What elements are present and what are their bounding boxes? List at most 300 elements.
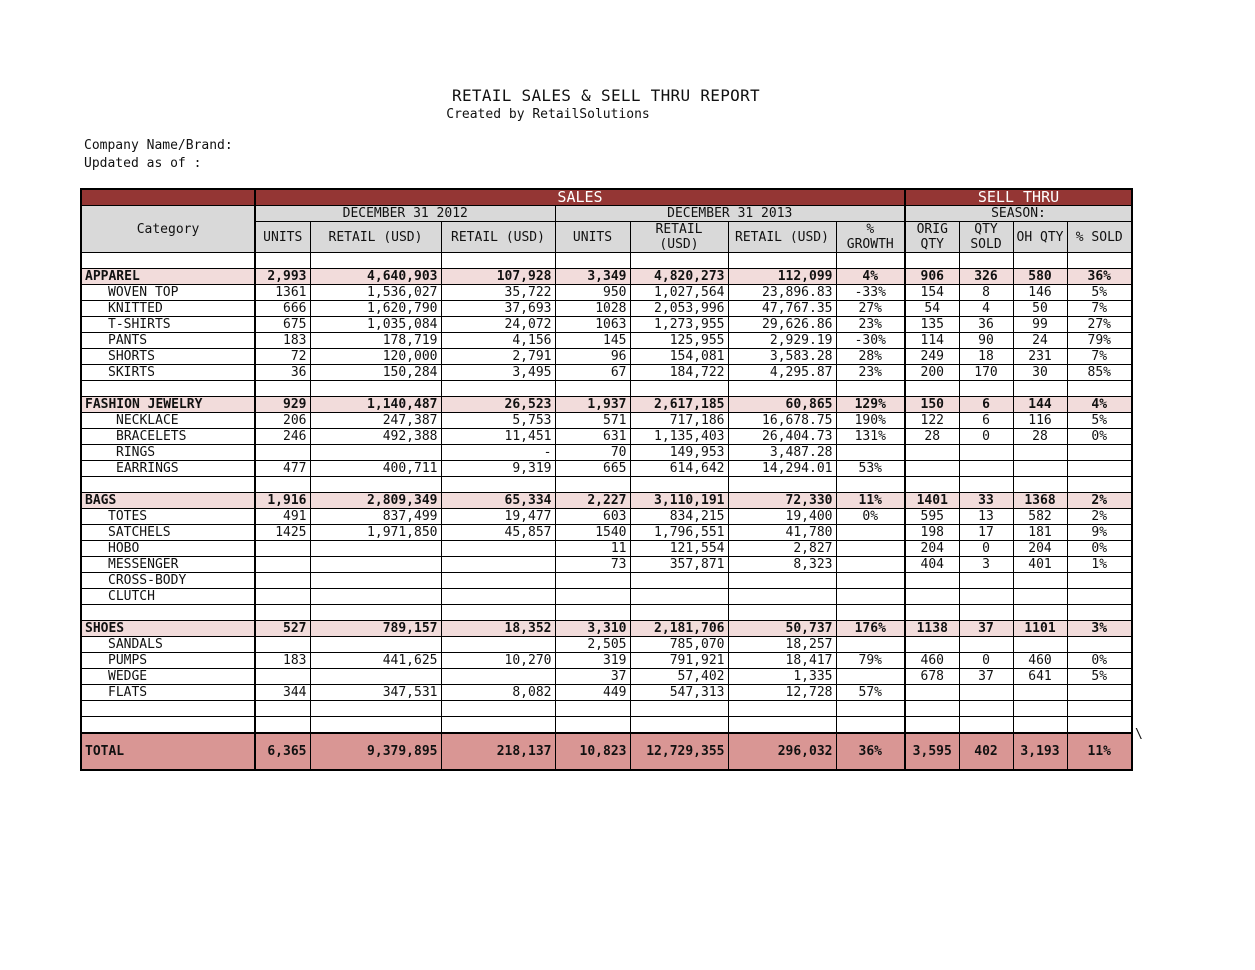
cell-units-2012 <box>255 477 310 493</box>
cell-orig-qty <box>905 445 959 461</box>
cell-growth <box>836 717 905 734</box>
cell-orig-qty: 122 <box>905 413 959 429</box>
cell-orig-qty: 28 <box>905 429 959 445</box>
cell-units-2012: 344 <box>255 685 310 701</box>
cell-retail-usd-2013: 72,330 <box>728 493 836 509</box>
table-row <box>81 445 1132 461</box>
cell-retail-2013: 834,215 <box>630 509 728 525</box>
cell-oh-qty: 24 <box>1013 333 1067 349</box>
cell-retail-usd-2012: 26,523 <box>441 397 555 413</box>
cell-orig-qty: 3,595 <box>905 733 959 770</box>
table-row <box>81 669 1132 685</box>
cell-pct-sold <box>1067 605 1132 621</box>
cell-orig-qty <box>905 381 959 397</box>
cell-retail-2013: 4,820,273 <box>630 269 728 285</box>
cell-oh-qty <box>1013 573 1067 589</box>
cell-units-2013 <box>555 701 630 717</box>
cell-retail-usd-2012 <box>441 381 555 397</box>
cell-oh-qty: 3,193 <box>1013 733 1067 770</box>
cell-retail-usd-2012 <box>441 477 555 493</box>
cell-units-2012: 206 <box>255 413 310 429</box>
cell-retail-usd-2013: 47,767.35 <box>728 301 836 317</box>
period-2012-header: DECEMBER 31 2012 <box>255 206 555 222</box>
cell-orig-qty: 54 <box>905 301 959 317</box>
cell-units-2012 <box>255 381 310 397</box>
cell-growth <box>836 701 905 717</box>
cell-orig-qty: 595 <box>905 509 959 525</box>
cell-orig-qty <box>905 573 959 589</box>
cell-units-2012: 2,993 <box>255 269 310 285</box>
cell-pct-sold: 27% <box>1067 317 1132 333</box>
cell-retail-2013 <box>630 573 728 589</box>
table-row <box>81 333 1132 349</box>
spacer-row <box>81 605 1132 621</box>
cell-retail-2013 <box>630 701 728 717</box>
cell-retail-2012: 1,035,084 <box>310 317 441 333</box>
cell-retail-usd-2012 <box>441 253 555 269</box>
cell-units-2012: 1425 <box>255 525 310 541</box>
cell-retail-usd-2012: - <box>441 445 555 461</box>
cell-orig-qty <box>905 253 959 269</box>
cell-retail-usd-2013 <box>728 573 836 589</box>
cell-retail-usd-2013: 41,780 <box>728 525 836 541</box>
cell-oh-qty: 146 <box>1013 285 1067 301</box>
cell-pct-sold: 79% <box>1067 333 1132 349</box>
cell-units-2013: 1540 <box>555 525 630 541</box>
row-label: FASHION JEWELRY <box>81 397 255 413</box>
cell-retail-2013: 547,313 <box>630 685 728 701</box>
cell-growth <box>836 637 905 653</box>
category-header: Category <box>81 206 255 253</box>
cell-retail-2013: 2,053,996 <box>630 301 728 317</box>
row-label: MESSENGER <box>81 557 255 573</box>
cell-retail-usd-2012: 37,693 <box>441 301 555 317</box>
cell-orig-qty <box>905 589 959 605</box>
cell-units-2012: 246 <box>255 429 310 445</box>
cell-units-2012 <box>255 445 310 461</box>
cell-retail-2012: 247,387 <box>310 413 441 429</box>
cell-retail-2013: 149,953 <box>630 445 728 461</box>
cell-growth: 11% <box>836 493 905 509</box>
row-label <box>81 253 255 269</box>
table-row <box>81 429 1132 445</box>
cell-orig-qty: 249 <box>905 349 959 365</box>
cell-growth <box>836 525 905 541</box>
cell-qty-sold: 170 <box>959 365 1013 381</box>
cell-retail-usd-2013: 19,400 <box>728 509 836 525</box>
cell-orig-qty: 678 <box>905 669 959 685</box>
cell-oh-qty: 1101 <box>1013 621 1067 637</box>
cell-retail-2012: 178,719 <box>310 333 441 349</box>
cell-oh-qty <box>1013 685 1067 701</box>
cell-orig-qty: 114 <box>905 333 959 349</box>
cell-qty-sold: 8 <box>959 285 1013 301</box>
cell-units-2013: 10,823 <box>555 733 630 770</box>
cell-orig-qty: 150 <box>905 397 959 413</box>
cell-retail-usd-2012 <box>441 573 555 589</box>
column-header-growth: % GROWTH <box>836 222 905 253</box>
cell-orig-qty <box>905 685 959 701</box>
cell-oh-qty <box>1013 253 1067 269</box>
cell-growth: 23% <box>836 317 905 333</box>
cell-pct-sold: 2% <box>1067 509 1132 525</box>
cell-units-2013 <box>555 477 630 493</box>
row-label: APPAREL <box>81 269 255 285</box>
cell-oh-qty: 181 <box>1013 525 1067 541</box>
sell-thru-band-header: SELL THRU <box>905 189 1132 206</box>
cell-orig-qty: 198 <box>905 525 959 541</box>
cell-orig-qty: 404 <box>905 557 959 573</box>
cell-qty-sold: 6 <box>959 413 1013 429</box>
sales-band-header: SALES <box>255 189 905 206</box>
cell-retail-2013 <box>630 477 728 493</box>
cell-pct-sold: 36% <box>1067 269 1132 285</box>
cell-retail-usd-2013: 50,737 <box>728 621 836 637</box>
cell-retail-2012: 1,140,487 <box>310 397 441 413</box>
season-header: SEASON: <box>905 206 1132 222</box>
cell-growth <box>836 605 905 621</box>
cell-retail-2012: 1,536,027 <box>310 285 441 301</box>
cell-pct-sold: 4% <box>1067 397 1132 413</box>
cell-retail-2013: 184,722 <box>630 365 728 381</box>
cell-oh-qty: 99 <box>1013 317 1067 333</box>
cell-retail-2012: 789,157 <box>310 621 441 637</box>
column-header-retail-usd-2012: RETAIL (USD) <box>441 222 555 253</box>
cell-units-2013: 145 <box>555 333 630 349</box>
updated-as-of-label: Updated as of : <box>84 156 202 171</box>
cell-oh-qty <box>1013 717 1067 734</box>
cell-units-2013: 2,505 <box>555 637 630 653</box>
cell-units-2013: 1063 <box>555 317 630 333</box>
cell-retail-2012: 9,379,895 <box>310 733 441 770</box>
cell-units-2012 <box>255 605 310 621</box>
cell-retail-2012: 837,499 <box>310 509 441 525</box>
spacer-row <box>81 253 1132 269</box>
cell-pct-sold <box>1067 381 1132 397</box>
table-row <box>81 509 1132 525</box>
table-row <box>81 541 1132 557</box>
table-row <box>81 653 1132 669</box>
cell-orig-qty <box>905 461 959 477</box>
row-label: SKIRTS <box>81 365 255 381</box>
cell-units-2012: 72 <box>255 349 310 365</box>
cell-pct-sold: 7% <box>1067 349 1132 365</box>
cell-oh-qty: 204 <box>1013 541 1067 557</box>
column-header-retail-2012: RETAIL (USD) <box>310 222 441 253</box>
cell-growth: 28% <box>836 349 905 365</box>
cell-retail-2012 <box>310 477 441 493</box>
cell-units-2012 <box>255 557 310 573</box>
cell-oh-qty: 50 <box>1013 301 1067 317</box>
cell-retail-2012 <box>310 589 441 605</box>
cell-pct-sold: 0% <box>1067 541 1132 557</box>
cell-retail-usd-2013: 2,827 <box>728 541 836 557</box>
cell-oh-qty <box>1013 637 1067 653</box>
cell-growth: 176% <box>836 621 905 637</box>
cell-qty-sold: 0 <box>959 541 1013 557</box>
cell-retail-usd-2013: 1,335 <box>728 669 836 685</box>
cell-units-2013: 319 <box>555 653 630 669</box>
cell-qty-sold: 6 <box>959 397 1013 413</box>
row-label: HOBO <box>81 541 255 557</box>
cell-retail-2012: 400,711 <box>310 461 441 477</box>
cell-units-2012 <box>255 573 310 589</box>
cell-oh-qty: 116 <box>1013 413 1067 429</box>
cell-retail-usd-2013: 2,929.19 <box>728 333 836 349</box>
cell-retail-usd-2012: 3,495 <box>441 365 555 381</box>
cell-retail-usd-2013: 18,257 <box>728 637 836 653</box>
cell-retail-usd-2012 <box>441 557 555 573</box>
cell-retail-2013: 57,402 <box>630 669 728 685</box>
row-label: TOTES <box>81 509 255 525</box>
cell-retail-usd-2012: 2,791 <box>441 349 555 365</box>
cell-qty-sold <box>959 477 1013 493</box>
cell-growth <box>836 477 905 493</box>
cell-orig-qty: 906 <box>905 269 959 285</box>
cell-retail-2012 <box>310 381 441 397</box>
cell-units-2012 <box>255 701 310 717</box>
cell-growth <box>836 589 905 605</box>
row-label: PANTS <box>81 333 255 349</box>
cell-oh-qty: 582 <box>1013 509 1067 525</box>
cell-retail-2013 <box>630 253 728 269</box>
cell-pct-sold: 5% <box>1067 285 1132 301</box>
cell-units-2013: 37 <box>555 669 630 685</box>
cell-units-2013: 3,349 <box>555 269 630 285</box>
row-label: FLATS <box>81 685 255 701</box>
cell-retail-2012: 120,000 <box>310 349 441 365</box>
cell-pct-sold: 0% <box>1067 429 1132 445</box>
cell-pct-sold: 9% <box>1067 525 1132 541</box>
cell-units-2012: 477 <box>255 461 310 477</box>
band-blank <box>81 189 255 206</box>
cell-retail-2013 <box>630 605 728 621</box>
cell-retail-2013: 791,921 <box>630 653 728 669</box>
cell-retail-2013: 2,181,706 <box>630 621 728 637</box>
column-header-units-2013: UNITS <box>555 222 630 253</box>
cell-qty-sold <box>959 461 1013 477</box>
cell-qty-sold: 33 <box>959 493 1013 509</box>
table-row <box>81 413 1132 429</box>
cell-retail-usd-2012: 218,137 <box>441 733 555 770</box>
total-row <box>81 733 1132 770</box>
cell-growth <box>836 557 905 573</box>
column-header-retail-2013: RETAIL (USD) <box>630 222 728 253</box>
row-label <box>81 477 255 493</box>
cell-units-2013 <box>555 381 630 397</box>
cell-retail-usd-2012: 8,082 <box>441 685 555 701</box>
cell-retail-2013: 12,729,355 <box>630 733 728 770</box>
cell-retail-usd-2012 <box>441 589 555 605</box>
category-group-row <box>81 621 1132 637</box>
column-header-units-2012: UNITS <box>255 222 310 253</box>
cell-qty-sold: 3 <box>959 557 1013 573</box>
cell-retail-usd-2013: 3,487.28 <box>728 445 836 461</box>
cell-units-2013: 665 <box>555 461 630 477</box>
cell-pct-sold: 7% <box>1067 301 1132 317</box>
cell-oh-qty <box>1013 381 1067 397</box>
row-label: SATCHELS <box>81 525 255 541</box>
cell-units-2012 <box>255 253 310 269</box>
cell-oh-qty: 28 <box>1013 429 1067 445</box>
cell-retail-usd-2013: 112,099 <box>728 269 836 285</box>
row-label: BRACELETS <box>81 429 255 445</box>
cell-retail-usd-2012: 18,352 <box>441 621 555 637</box>
cell-retail-usd-2013: 18,417 <box>728 653 836 669</box>
cell-pct-sold: 11% <box>1067 733 1132 770</box>
cell-qty-sold <box>959 717 1013 734</box>
cell-retail-usd-2013: 16,678.75 <box>728 413 836 429</box>
cell-orig-qty <box>905 701 959 717</box>
cell-retail-2013: 717,186 <box>630 413 728 429</box>
cell-units-2012: 183 <box>255 653 310 669</box>
cell-retail-2013 <box>630 589 728 605</box>
cell-units-2012: 183 <box>255 333 310 349</box>
cell-retail-usd-2012 <box>441 701 555 717</box>
cell-orig-qty <box>905 477 959 493</box>
cell-pct-sold <box>1067 573 1132 589</box>
cell-retail-2012: 347,531 <box>310 685 441 701</box>
row-label: PUMPS <box>81 653 255 669</box>
table-row <box>81 589 1132 605</box>
table-row <box>81 365 1132 381</box>
cell-qty-sold <box>959 445 1013 461</box>
cell-oh-qty: 641 <box>1013 669 1067 685</box>
cell-retail-2012: 492,388 <box>310 429 441 445</box>
cell-retail-2012 <box>310 445 441 461</box>
cell-units-2013: 1028 <box>555 301 630 317</box>
cell-qty-sold: 402 <box>959 733 1013 770</box>
cell-growth: -30% <box>836 333 905 349</box>
cell-qty-sold: 18 <box>959 349 1013 365</box>
cell-units-2012: 1,916 <box>255 493 310 509</box>
cell-retail-2012: 4,640,903 <box>310 269 441 285</box>
row-label: SANDALS <box>81 637 255 653</box>
cell-retail-usd-2013 <box>728 589 836 605</box>
cell-units-2012: 666 <box>255 301 310 317</box>
cell-growth <box>836 381 905 397</box>
cell-retail-2013: 2,617,185 <box>630 397 728 413</box>
table-row <box>81 637 1132 653</box>
row-label: KNITTED <box>81 301 255 317</box>
cell-retail-usd-2013 <box>728 253 836 269</box>
cell-retail-2013: 357,871 <box>630 557 728 573</box>
cell-retail-2012: 441,625 <box>310 653 441 669</box>
cell-units-2012: 675 <box>255 317 310 333</box>
cell-oh-qty <box>1013 477 1067 493</box>
cell-qty-sold: 13 <box>959 509 1013 525</box>
cell-orig-qty: 460 <box>905 653 959 669</box>
cell-retail-2013: 785,070 <box>630 637 728 653</box>
cell-units-2013 <box>555 717 630 734</box>
cell-oh-qty: 30 <box>1013 365 1067 381</box>
cell-orig-qty: 1138 <box>905 621 959 637</box>
cell-growth <box>836 573 905 589</box>
column-header-pct-sold: % SOLD <box>1067 222 1132 253</box>
cell-retail-2012 <box>310 637 441 653</box>
category-group-row <box>81 269 1132 285</box>
cell-growth <box>836 253 905 269</box>
cell-growth: 57% <box>836 685 905 701</box>
cell-retail-2013 <box>630 381 728 397</box>
cell-units-2013: 67 <box>555 365 630 381</box>
cell-oh-qty: 1368 <box>1013 493 1067 509</box>
cell-units-2012: 491 <box>255 509 310 525</box>
cell-units-2013: 1,937 <box>555 397 630 413</box>
cell-retail-2013: 121,554 <box>630 541 728 557</box>
cell-retail-2012 <box>310 541 441 557</box>
cell-retail-2012: 150,284 <box>310 365 441 381</box>
cell-retail-2012 <box>310 701 441 717</box>
row-label: CLUTCH <box>81 589 255 605</box>
cell-qty-sold: 17 <box>959 525 1013 541</box>
cell-retail-usd-2012: 10,270 <box>441 653 555 669</box>
row-label: WEDGE <box>81 669 255 685</box>
cell-units-2012 <box>255 589 310 605</box>
row-label <box>81 381 255 397</box>
cell-units-2012: 36 <box>255 365 310 381</box>
cell-pct-sold: 1% <box>1067 557 1132 573</box>
cell-retail-usd-2013 <box>728 701 836 717</box>
cell-retail-2012: 1,971,850 <box>310 525 441 541</box>
row-label <box>81 605 255 621</box>
cell-units-2013 <box>555 573 630 589</box>
cell-retail-usd-2013: 3,583.28 <box>728 349 836 365</box>
cell-retail-usd-2013: 29,626.86 <box>728 317 836 333</box>
cell-pct-sold <box>1067 637 1132 653</box>
cell-retail-2012 <box>310 605 441 621</box>
row-label: TOTAL <box>81 733 255 770</box>
cell-orig-qty <box>905 717 959 734</box>
cell-units-2013: 571 <box>555 413 630 429</box>
row-label: RINGS <box>81 445 255 461</box>
cell-growth: 131% <box>836 429 905 445</box>
cell-units-2012: 527 <box>255 621 310 637</box>
cell-retail-usd-2013: 26,404.73 <box>728 429 836 445</box>
cell-oh-qty <box>1013 589 1067 605</box>
cell-units-2013 <box>555 605 630 621</box>
cell-retail-2012: 1,620,790 <box>310 301 441 317</box>
row-label: NECKLACE <box>81 413 255 429</box>
table-row <box>81 349 1132 365</box>
cell-qty-sold <box>959 637 1013 653</box>
cell-retail-usd-2013 <box>728 717 836 734</box>
cell-units-2013: 449 <box>555 685 630 701</box>
cell-oh-qty: 460 <box>1013 653 1067 669</box>
column-header-retail-usd-2013: RETAIL (USD) <box>728 222 836 253</box>
cell-retail-usd-2012: 65,334 <box>441 493 555 509</box>
cell-pct-sold <box>1067 461 1132 477</box>
row-label: CROSS-BODY <box>81 573 255 589</box>
spacer-row <box>81 717 1132 734</box>
cell-qty-sold <box>959 381 1013 397</box>
cell-pct-sold: 5% <box>1067 413 1132 429</box>
row-label: SHOES <box>81 621 255 637</box>
table-row <box>81 317 1132 333</box>
cell-pct-sold <box>1067 253 1132 269</box>
table-row <box>81 525 1132 541</box>
cell-retail-usd-2013: 8,323 <box>728 557 836 573</box>
cell-growth: 53% <box>836 461 905 477</box>
cell-pct-sold: 5% <box>1067 669 1132 685</box>
cell-orig-qty <box>905 637 959 653</box>
cell-pct-sold <box>1067 445 1132 461</box>
cell-retail-usd-2012: 11,451 <box>441 429 555 445</box>
cell-retail-2012 <box>310 557 441 573</box>
cell-growth: 0% <box>836 509 905 525</box>
cell-pct-sold: 2% <box>1067 493 1132 509</box>
cell-retail-usd-2013: 14,294.01 <box>728 461 836 477</box>
